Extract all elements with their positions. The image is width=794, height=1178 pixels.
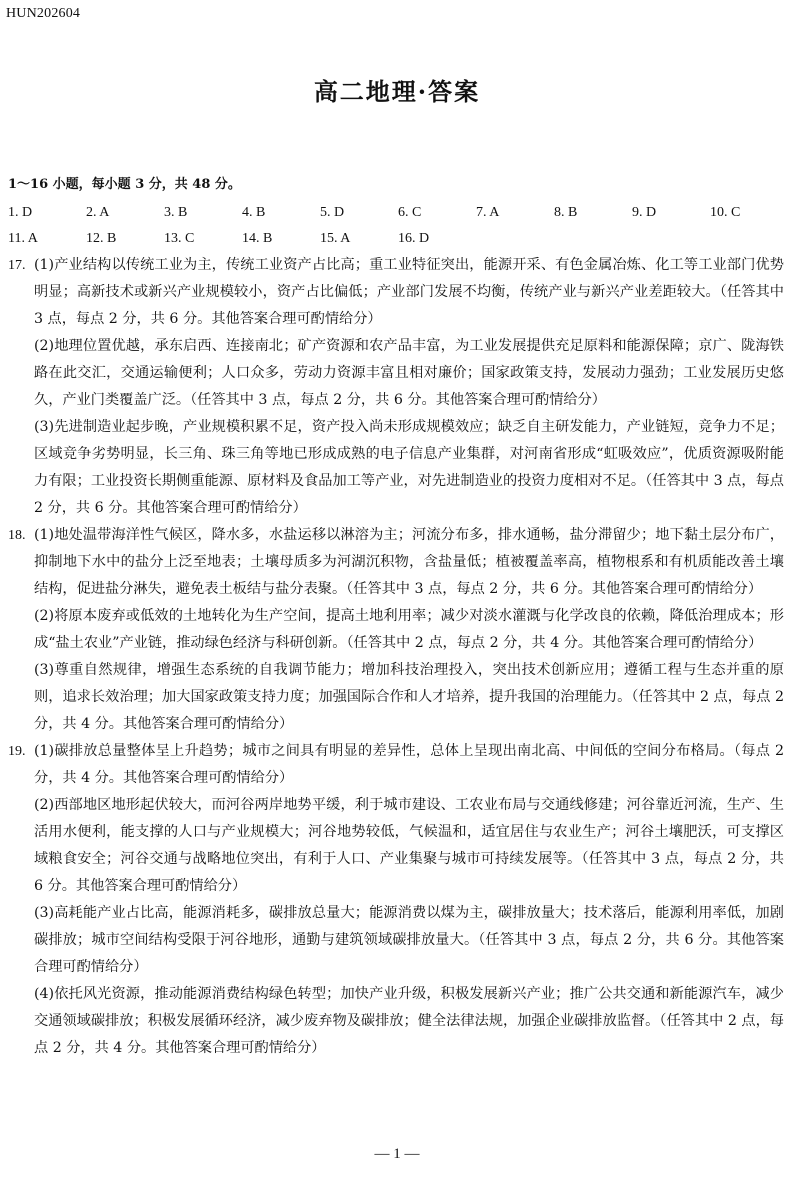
choice-answer: 4. B (242, 205, 266, 220)
choice-answer: 10. C (710, 205, 741, 220)
question-body (34, 252, 784, 522)
choice-answer: 9. D (632, 205, 657, 220)
answer-part: (2)地理位置优越，承东启西、连接南北；矿产资源和农产品丰富，为工业发展提供充足原料和能源保障；京广、陇海铁路在此交汇，交通运输便利；人口众多，劳动力资源丰富且相对廉价；国家政策支持，发展动力强劲；工业发展历史悠久，产业门类覆盖广泛。（任答其中 3 点，每点 2 分，共 6 分。其他答案合理可酌情给分） (34, 338, 784, 408)
answer-part: (2)西部地区地形起伏较大，而河谷两岸地势平缓，利于城市建设、工农业布局与交通线修建；河谷靠近河流，生产、生活用水便利，能支撑的人口与产业规模大；河谷地势较低，气候温和，适宜居住与农业生产；河谷土壤肥沃，可支撑区域粮食安全；河谷交通与战略地位突出，有利于人口、产业集聚与城市可持续发展等。（任答其中 3 点，每点 2 分，共 6 分。其他答案合理可酌情给分） (34, 797, 784, 894)
choice-answer: 7. A (476, 205, 500, 220)
answer-part: (3)先进制造业起步晚，产业规模积累不足，资产投入尚未形成规模效应；缺乏自主研发能力，产业链短，竞争力不足；区域竞争劣势明显，长三角、珠三角等地已形成成熟的电子信息产业集群，对河南省形成“虹吸效应”，优质资源吸附能力有限；工业投资长期侧重能源、原材料及食品加工等产业，对先进制造业的投资力度相对不足。（任答其中 3 点，每点 2 分，共 6 分。其他答案合理可酌情给分） (34, 419, 784, 516)
answer-part: (4)依托风光资源，推动能源消费结构绿色转型；加快产业升级，积极发展新兴产业；推广公共交通和新能源汽车，减少交通领域碳排放；积极发展循环经济，减少废弃物及碳排放；健全法律法规，加强企业碳排放监督。（任答其中 2 点，每点 2 分，共 4 分。其他答案合理可酌情给分） (34, 986, 784, 1056)
choice-answer: 14. B (242, 231, 273, 246)
answer-part: (2)将原本废弃或低效的土地转化为生产空间，提高土地利用率；减少对淡水灌溉与化学改良的依赖，降低治理成本；形成“盐土农业”产业链，推动绿色经济与科研创新。（任答其中 2 点，每点 2 分，共 4 分。其他答案合理可酌情给分） (34, 608, 784, 651)
exam-code: HUN202604 (6, 6, 81, 21)
question-number: 18. (8, 528, 26, 543)
question-number: 19. (8, 744, 26, 759)
choice-answer: 6. C (398, 205, 422, 220)
answer-part: (1)地处温带海洋性气候区，降水多，水盐运移以淋溶为主；河流分布多，排水通畅，盐分滞留少；地下黏土层分布广，抑制地下水中的盐分上泛至地表；土壤母质多为河湖沉积物，含盐量低；植被覆盖率高，植物根系和有机质能改善土壤结构，促进盐分淋失，避免表土板结与盐分表聚。（任答其中 3 点，每点 2 分，共 6 分。其他答案合理可酌情给分） (34, 527, 784, 597)
answer-part: (3)尊重自然规律，增强生态系统的自我调节能力；增加科技治理投入，突出技术创新应用；遵循工程与生态并重的原则，追求长效治理；加大国家政策支持力度；加强国际合作和人才培养，提升我国的治理能力。（任答其中 2 点，每点 2 分，共 4 分。其他答案合理可酌情给分） (34, 662, 784, 732)
question-18 (8, 522, 784, 738)
choice-answer: 5. D (320, 205, 345, 220)
choice-answer: 12. B (86, 231, 117, 246)
choice-answer: 13. C (164, 231, 195, 246)
question-body (34, 522, 784, 738)
choice-answer: 8. B (554, 205, 578, 220)
choice-answer: 11. A (8, 231, 38, 246)
choice-row (8, 226, 788, 252)
choice-answer: 16. D (398, 231, 430, 246)
answer-part: (1)产业结构以传统工业为主，传统工业资产占比高；重工业特征突出，能源开采、有色金属冶炼、化工等工业部门优势明显；高新技术或新兴产业规模较小，资产占比偏低；产业部门发展不均衡，传统产业与新兴产业差距较大。（任答其中 3 点，每点 2 分，共 6 分。其他答案合理可酌情给分） (34, 257, 784, 327)
page-title: 高二地理·答案 (313, 77, 481, 106)
choice-answer: 3. B (164, 205, 188, 220)
choice-answer: 2. A (86, 205, 110, 220)
essay-answers (8, 252, 784, 1062)
question-17 (8, 252, 784, 522)
choice-intro: 1～16 小题，每小题 3 分，共 48 分。 (8, 177, 241, 192)
page-number: — 1 — (374, 1146, 420, 1162)
question-body (34, 738, 784, 1062)
answer-part: (1)碳排放总量整体呈上升趋势；城市之间具有明显的差异性，总体上呈现出南北高、中间低的空间分布格局。（每点 2 分，共 4 分。其他答案合理可酌情给分） (34, 743, 784, 786)
choice-answer: 1. D (8, 205, 33, 220)
question-number: 17. (8, 258, 26, 273)
choice-answers (8, 200, 788, 252)
answer-part: (3)高耗能产业占比高，能源消耗多，碳排放总量大；能源消费以煤为主，碳排放量大；技术落后，能源利用率低，加剧碳排放；城市空间结构受限于河谷地形，通勤与建筑领域碳排放量大。（任答其中 3 点，每点 2 分，共 6 分。其他答案合理可酌情给分） (34, 905, 784, 975)
question-19 (8, 738, 784, 1062)
choice-row (8, 200, 788, 226)
choice-answer: 15. A (320, 231, 351, 246)
